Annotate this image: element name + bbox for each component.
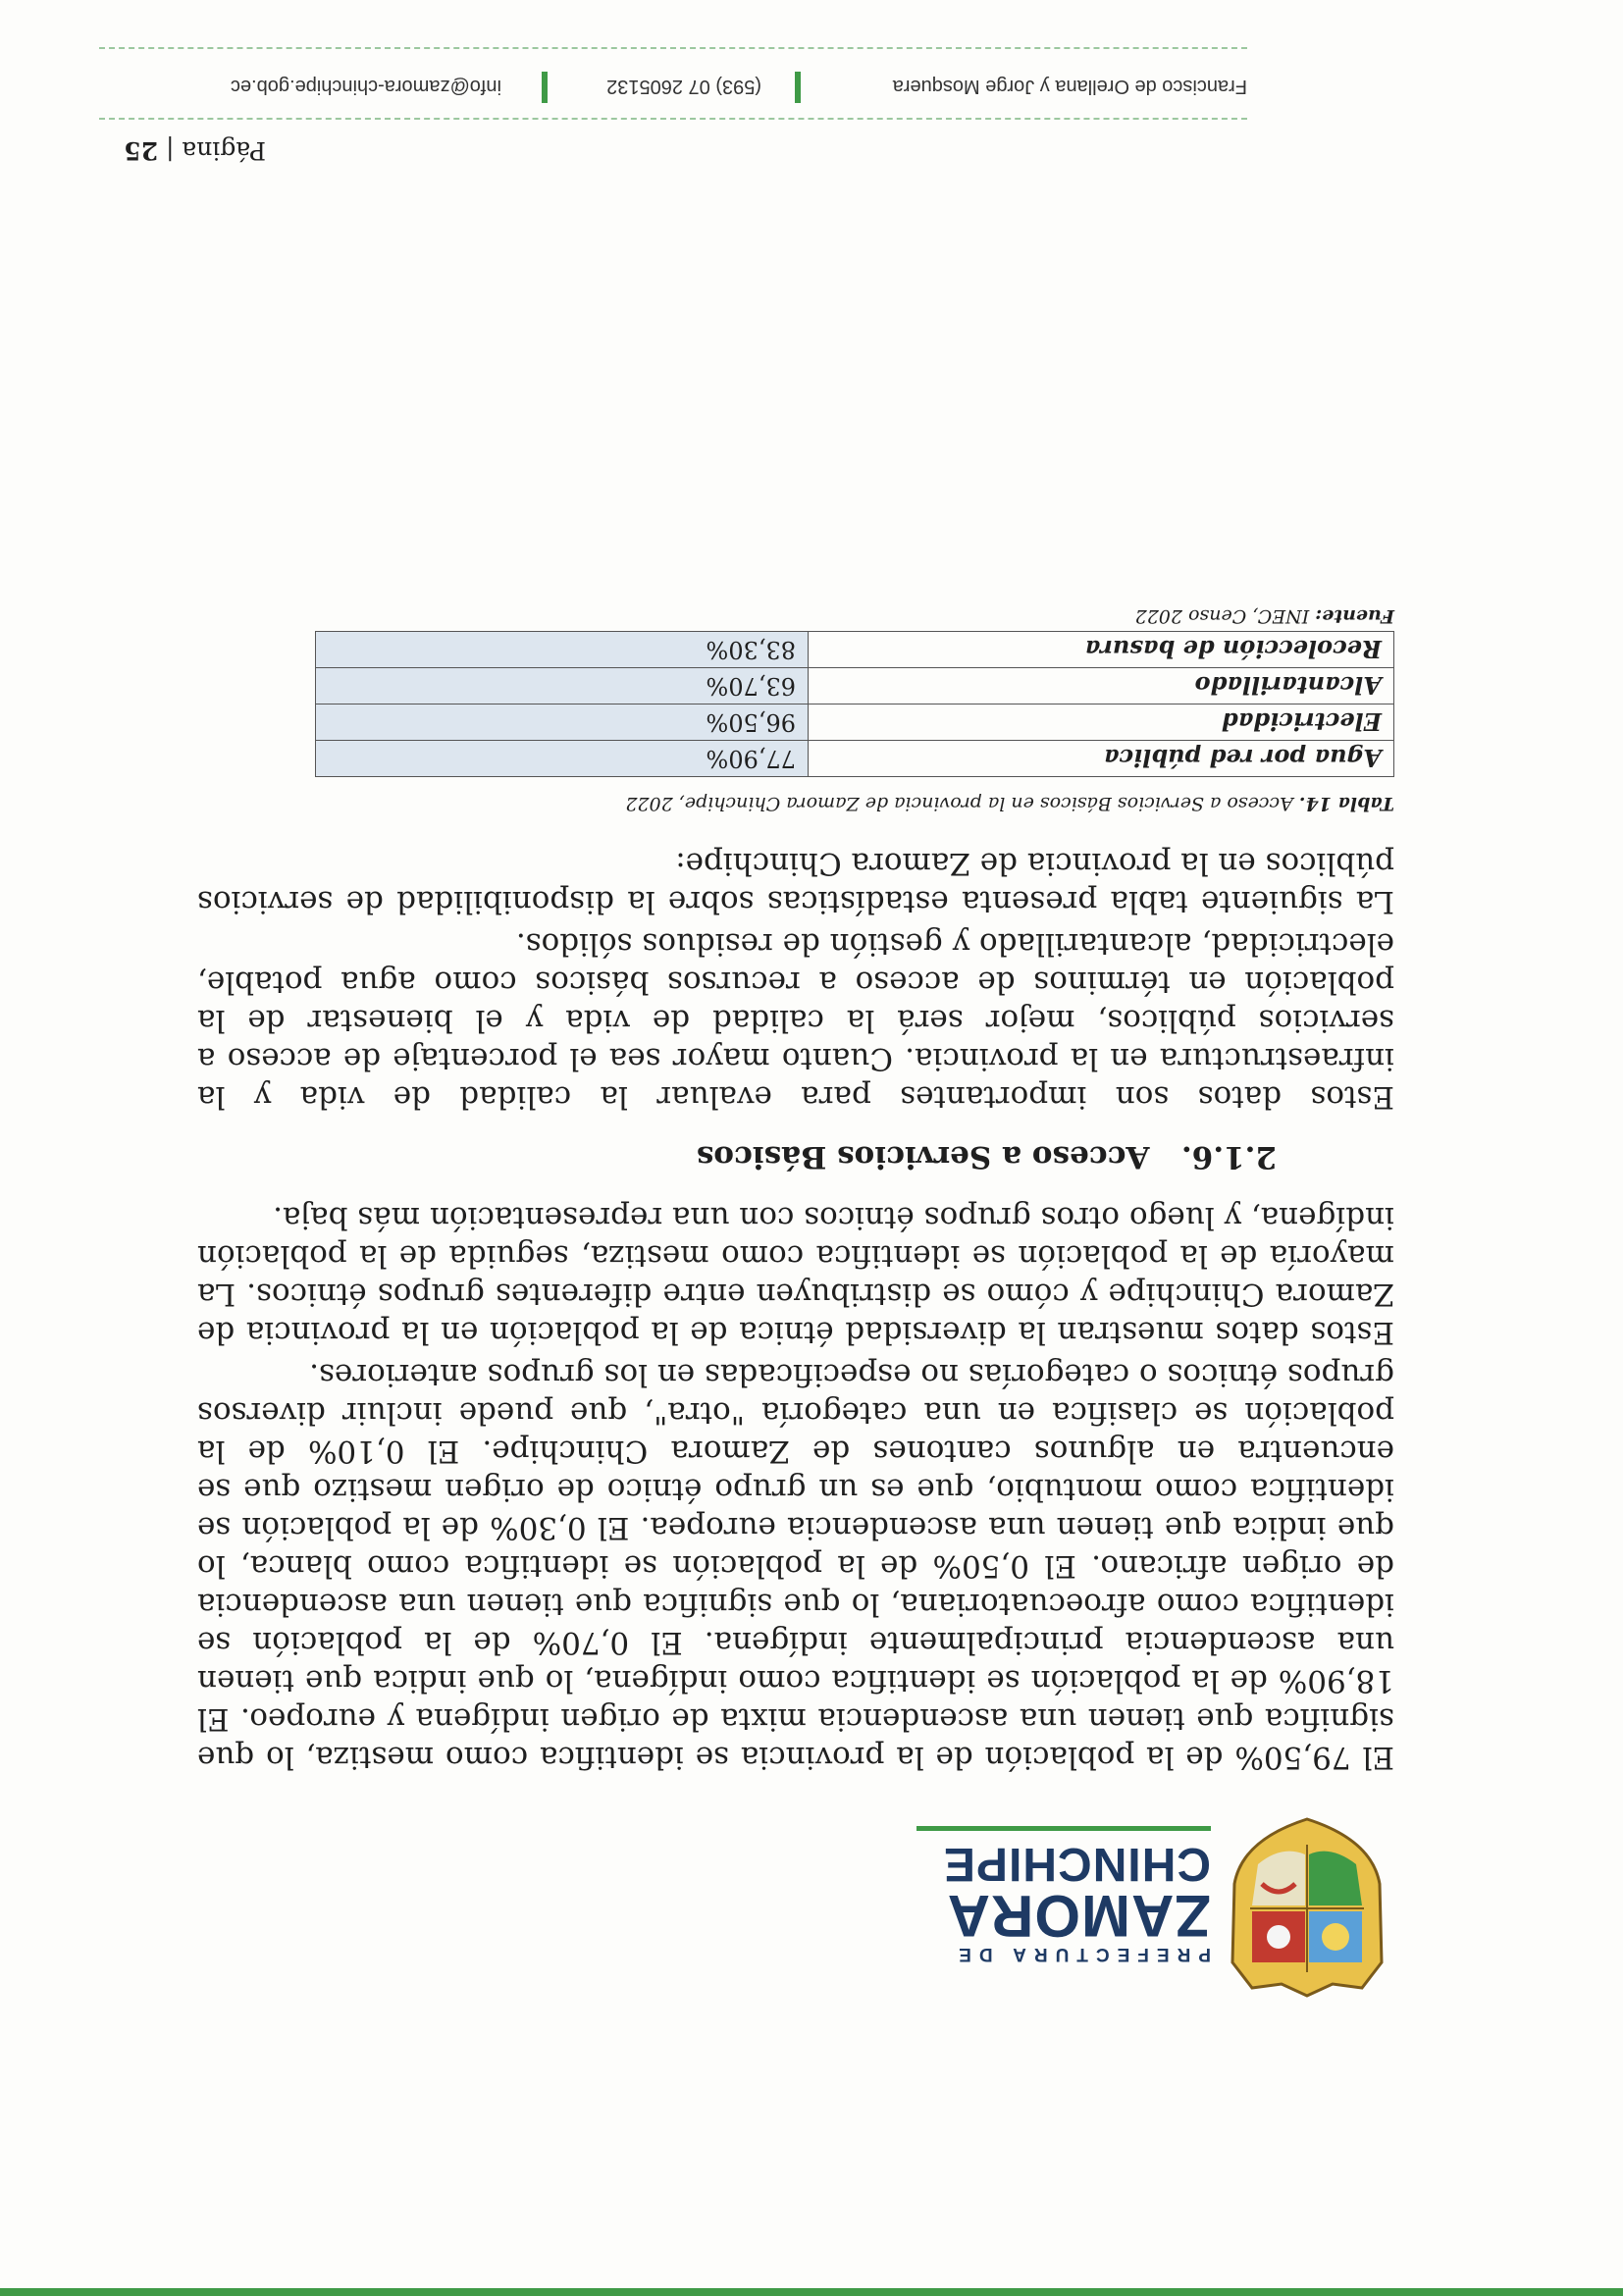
page-number-value: 25 bbox=[124, 136, 159, 165]
prefectura-logo bbox=[899, 1815, 1389, 2002]
footer-phone: (593) 07 2605132 bbox=[606, 76, 761, 97]
page-label: Página bbox=[182, 136, 266, 165]
logo-title-line2: CHINCHIPE bbox=[942, 1838, 1211, 1890]
row-label: Recolección de basura bbox=[809, 632, 1394, 668]
caption-text: Acceso a Servicios Básicos en la provincia de Zamora Chinchipe, 2022 bbox=[625, 793, 1293, 814]
footer bbox=[99, 66, 1247, 105]
footer-separator bbox=[542, 72, 548, 103]
paragraph-ethnic-diversity: Estos datos muestran la diversidad étnica de la población en la provincia de Zamora Chinchipe y cómo se distribuyen entre diferentes grupos étnicos. La mayoría de la población se identifica como mestiza, seguida de la población indígena, y luego otros grupos étnicos con una representación más baja. bbox=[197, 1200, 1394, 1350]
row-value: 63,70% bbox=[316, 668, 809, 704]
source-text: INEC, Censo 2022 bbox=[1134, 605, 1310, 627]
top-green-bar bbox=[0, 2288, 1623, 2296]
footer-email: info@zamora-chinchipe.gob.ec bbox=[230, 76, 501, 97]
section-heading bbox=[197, 1139, 1277, 1174]
coat-of-arms-icon bbox=[1225, 1815, 1389, 2002]
footer-separator bbox=[795, 72, 801, 103]
row-label: Agua por red pública bbox=[809, 741, 1394, 777]
section-number: 2.1.6. bbox=[1180, 1139, 1277, 1174]
footer-divider-bottom bbox=[99, 47, 1247, 49]
table-row bbox=[316, 741, 1394, 777]
page-number: Página | 25 bbox=[124, 136, 266, 165]
row-value: 83,30% bbox=[316, 632, 809, 668]
table-source bbox=[197, 605, 1394, 627]
table-row bbox=[316, 704, 1394, 741]
table-row bbox=[316, 668, 1394, 704]
row-label: Alcantarillado bbox=[809, 668, 1394, 704]
caption-label: Tabla 14. bbox=[1298, 793, 1394, 814]
table-row bbox=[316, 632, 1394, 668]
paragraph-services-importance: Estos datos son importantes para evaluar la calidad de vida y la infraestructura en la provincia. Cuanto mayor sea el porcentaje de acceso a servicios públicos, mejor será la calidad de vida y el bienestar de la población en términos de acceso a recursos básicos como agua potable, electricidad, alcantarillado y gestión de residuos sólidos. bbox=[197, 926, 1394, 1115]
row-label: Electricidad bbox=[809, 704, 1394, 741]
paragraph-ethnic-distribution: El 79,50% de la población de la provincia se identifica como mestiza, lo que significa que tienen una ascendencia mixta de origen indígena y europeo. El 18,90% de la población se identifica como indígena, lo que indica que tienen una ascendencia principalmente indígena. El 0,70% de la población se identifica como afroecuatoriana, lo que significa que tienen una ascendencia de origen africano. El 0,50% de la población se identifica como blanca, lo que indica que tienen una ascendencia europea. El 0,30% de la población se identifica como montubio, que es un grupo étnico de origen mestizo que se encuentra en algunos cantones de Zamora Chinchipe. El 0,10% de la población se clasifica en una categoría "otra", que puede incluir diversos grupos étnicos o categorías no especificadas en los grupos anteriores. bbox=[197, 1357, 1394, 1775]
logo-prefix: PREFECTURA DE bbox=[951, 1944, 1211, 1964]
table-caption bbox=[197, 793, 1394, 814]
source-label: Fuente: bbox=[1315, 605, 1394, 627]
row-value: 96,50% bbox=[316, 704, 809, 741]
paragraph-table-intro: La siguiente tabla presenta estadísticas sobre la disponibilidad de servicios públicos en la provincia de Zamora Chinchipe: bbox=[197, 846, 1394, 919]
logo-title-line1: ZAMORA bbox=[946, 1883, 1211, 1949]
logo-underline bbox=[916, 1826, 1211, 1831]
row-value: 77,90% bbox=[316, 741, 809, 777]
footer-address: Francisco de Orellana y Jorge Mosquera bbox=[892, 76, 1247, 97]
footer-divider-top bbox=[99, 118, 1247, 120]
section-title: Acceso a Servicios Básicos bbox=[696, 1139, 1150, 1174]
main-content bbox=[197, 605, 1394, 1776]
services-table bbox=[315, 631, 1394, 777]
